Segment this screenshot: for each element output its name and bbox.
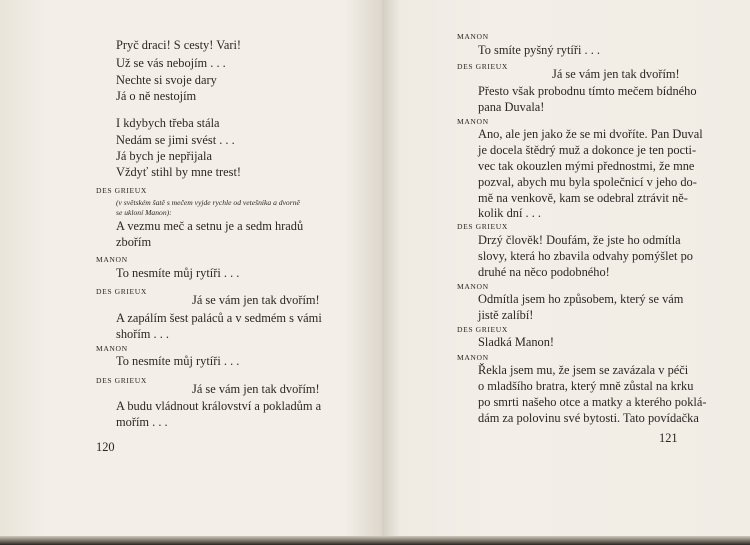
speaker-name: MANON (96, 255, 128, 264)
dialogue-line: vec tak okouzlen mými přednostmi, že mne (478, 159, 695, 173)
page-number: 121 (659, 431, 678, 445)
verse-line: A vezmu meč a setnu je a sedm hradů (116, 219, 304, 233)
verse-line: Vždyť stihl by mne trest! (116, 165, 242, 179)
dialogue-line: Já se vám jen tak dvořím! (552, 67, 680, 81)
verse-line: A zapálím šest paláců a v sedmém s vámi (116, 311, 322, 325)
dialogue-line: dám za polovinu své bytosti. Tato povídačka (478, 411, 699, 425)
dialogue-line: jistě zalíbí! (478, 308, 534, 322)
speaker-name: DES GRIEUX (457, 222, 508, 231)
verse-line: zbořím (116, 235, 152, 249)
dialogue-line: Ano, ale jen jako že se mi dvoříte. Pan Duval (478, 127, 703, 141)
verse-line: Už se vás nebojím . . . (116, 56, 226, 70)
dialogue-line: kolik dní . . . (478, 206, 541, 220)
dialogue-line: po smrti našeho otce a matky a kterého poklá- (478, 395, 707, 409)
verse-line: To nesmíte můj rytíři . . . (116, 354, 240, 368)
dialogue-line: Drzý člověk! Doufám, že jste ho odmítla (478, 233, 681, 247)
stage-direction: (v světském šatě s mečem vyjde rychle od vetešníka a dvorně (116, 198, 300, 207)
dialogue-line: Odmítla jsem ho způsobem, který se vám (478, 292, 684, 306)
speaker-name: MANON (457, 117, 489, 126)
speaker-name: DES GRIEUX (457, 325, 508, 334)
verse-line: Nechte si svoje dary (116, 73, 217, 87)
dialogue-line: slovy, která ho zbavila odvahy pomýšlet po (478, 249, 693, 263)
dialogue-line: druhé na něco podobného! (478, 265, 610, 279)
stage-direction: se ukloní Manon): (116, 208, 172, 217)
speaker-name: MANON (457, 282, 489, 291)
dialogue-line: pana Duvala! (478, 100, 545, 114)
verse-line: I kdybych třeba stála (116, 116, 220, 130)
right-page (382, 0, 750, 538)
book-edge (0, 536, 750, 545)
speaker-name: MANON (96, 344, 128, 353)
speaker-name: MANON (457, 32, 489, 41)
speaker-name: DES GRIEUX (96, 376, 147, 385)
verse-line: Nedám se jimi svést . . . (116, 133, 235, 147)
verse-line: To nesmíte můj rytíři . . . (116, 266, 240, 280)
page-number: 120 (96, 440, 115, 454)
speaker-name: DES GRIEUX (457, 62, 508, 71)
verse-line: shořím . . . (116, 327, 170, 341)
verse-line: Pryč draci! S cesty! Vari! (116, 38, 242, 52)
verse-line: Já o ně nestojím (116, 89, 197, 103)
verse-line: Já se vám jen tak dvořím! (192, 382, 320, 396)
verse-line: Já bych je nepřijala (116, 149, 212, 163)
speaker-name: DES GRIEUX (96, 186, 147, 195)
dialogue-line: je docela štědrý muž a dokonce je ten pocti- (478, 143, 697, 157)
dialogue-line: Sladká Manon! (478, 335, 555, 349)
verse-line: A budu vládnout království a pokladům a (116, 399, 322, 413)
verse-line: Já se vám jen tak dvořím! (192, 293, 320, 307)
dialogue-line: pozval, abych mu byla společnicí v jeho do- (478, 175, 697, 189)
verse-line: mořím . . . (116, 415, 168, 429)
speaker-name: MANON (457, 353, 489, 362)
dialogue-line: To smíte pyšný rytíři . . . (478, 43, 600, 57)
dialogue-line: Řekla jsem mu, že jsem se zavázala v péči (478, 363, 689, 377)
dialogue-line: Přesto však probodnu tímto mečem bídného (478, 84, 697, 98)
dialogue-line: mě na venkově, kam se odebral ztrávit ně- (478, 191, 688, 205)
speaker-name: DES GRIEUX (96, 287, 147, 296)
dialogue-line: o mladšího bratra, který mně zůstal na krku (478, 379, 694, 393)
